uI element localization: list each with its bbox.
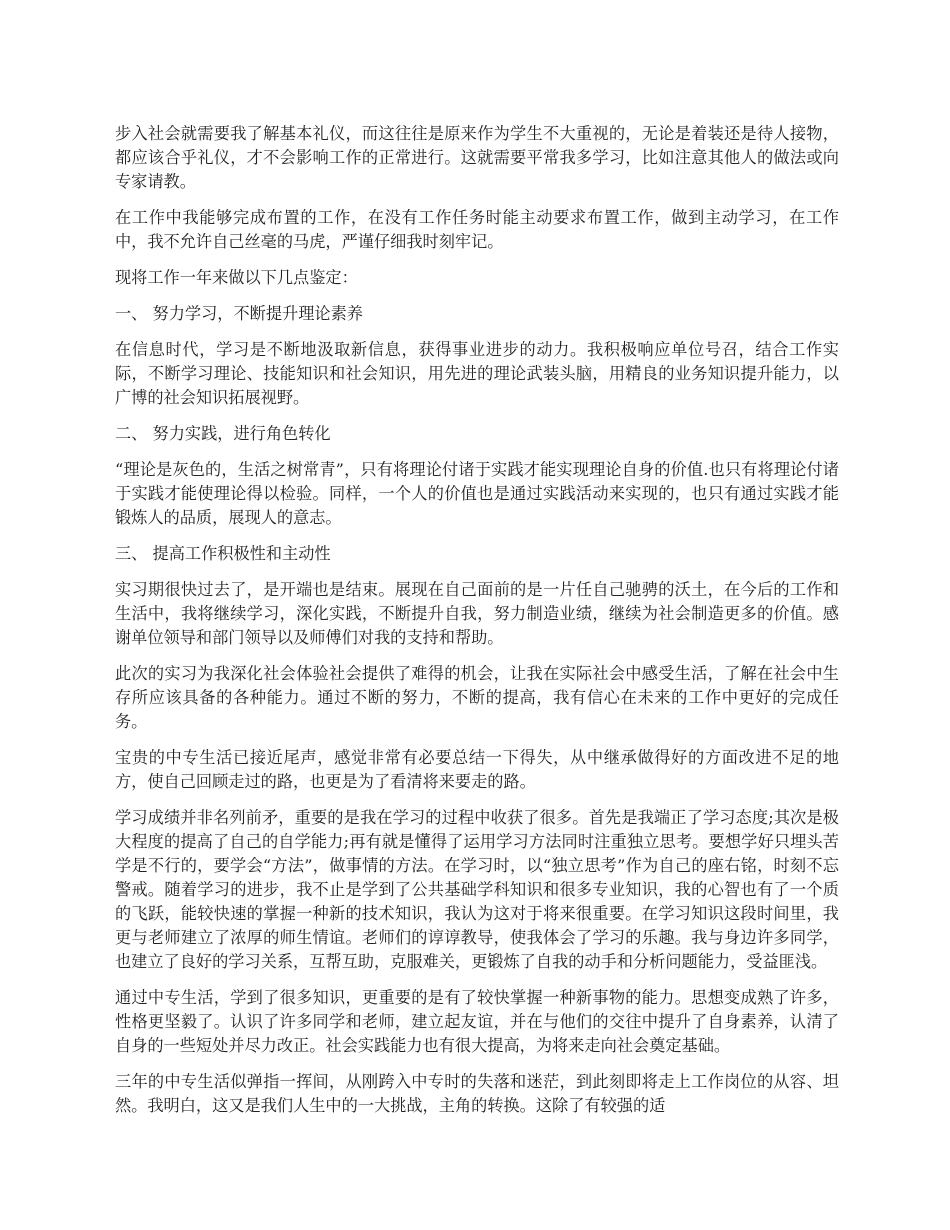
paragraph-etiquette: 步入社会就需要我了解基本礼仪，而这往往是原来作为学生不大重视的，无论是着装还是待人接物，都应该合乎礼仪，才不会影响工作的正常进行。这就需要平常我多学习，比如注意其他人的做法或向专家请教。 <box>115 124 839 191</box>
paragraph-study-results: 学习成绩并非名列前矛，重要的是我在学习的过程中收获了很多。首先是我端正了学习态度;其次是极大程度的提高了自己的自学能力;再有就是懂得了运用学习方法同时注重独立思考。要想学好只埋头苦学是不行的，要学会“方法”，做事情的方法。在学习时，以“独立思考”作为自己的座右铭，时刻不忘警戒。随着学习的进步，我不止是学到了公共基础学科知识和很多专业知识，我的心智也有了一个质的飞跃，能较快速的掌握一种新的技术知识，我认为这对于将来很重要。在学习知识这段时间里，我更与老师建立了浓厚的师生情谊。老师们的谆谆教导，使我体会了学习的乐趣。我与身边许多同学，也建立了良好的学习关系，互帮互助，克服难关，更锻炼了自我的动手和分析问题能力，受益匪浅。 <box>115 808 839 971</box>
section-heading-2: 二、 努力实践，进行角色转化 <box>115 424 331 443</box>
paragraph-experience: 此次的实习为我深化社会体验社会提供了难得的机会，让我在实际社会中感受生活，了解在社会中生存所应该具备的各种能力。通过不断的努力，不断的提高，我有信心在未来的工作中更好的完成任务。 <box>115 664 839 731</box>
section-heading-1: 一、 努力学习，不断提升理论素养 <box>115 304 363 323</box>
paragraph-learning: 在信息时代，学习是不断地汲取新信息，获得事业进步的动力。我积极响应单位号召，结合工作实际，不断学习理论、技能知识和社会知识，用先进的理论武装头脑，用精良的业务知识提升能力，以广博的社会知识拓展视野。 <box>115 340 839 407</box>
paragraph-three-years: 三年的中专生活似弹指一挥间，从刚跨入中专时的失落和迷茫，到此刻即将走上工作岗位的从容、坦然。我明白，这又是我们人生中的一大挑战，主角的转换。这除了有较强的适 <box>115 1072 839 1115</box>
paragraph-internship: 实习期很快过去了，是开端也是结束。展现在自己面前的是一片任自己驰骋的沃土，在今后的工作和生活中，我将继续学习，深化实践，不断提升自我，努力制造业绩，继续为社会制造更多的价值。感谢单位领导和部门领导以及师傅们对我的支持和帮助。 <box>115 580 839 647</box>
paragraph-summary-intro: 现将工作一年来做以下几点鉴定： <box>115 268 358 287</box>
paragraph-practice: “理论是灰色的，生活之树常青”，只有将理论付诸于实践才能实现理论自身的价值.也只有将理论付诸于实践才能使理论得以检验。同样，一个人的价值也是通过实践活动来实现的，也只有通过实践才能锻炼人的品质，展现人的意志。 <box>115 460 839 527</box>
paragraph-growth: 通过中专生活，学到了很多知识，更重要的是有了较快掌握一种新事物的能力。思想变成熟了许多，性格更坚毅了。认识了许多同学和老师，建立起友谊，并在与他们的交往中提升了自身素养，认清了自身的一些短处并尽力改正。社会实践能力也有很大提高，为将来走向社会奠定基础。 <box>115 988 839 1055</box>
paragraph-work-initiative: 在工作中我能够完成布置的工作，在没有工作任务时能主动要求布置工作，做到主动学习，在工作中，我不允许自己丝毫的马虎，严谨仔细我时刻牢记。 <box>115 208 839 251</box>
document-body <box>115 122 839 1130</box>
paragraph-school-life: 宝贵的中专生活已接近尾声，感觉非常有必要总结一下得失，从中继承做得好的方面改进不足的地方，使自己回顾走过的路，也更是为了看清将来要走的路。 <box>115 748 839 791</box>
section-heading-3: 三、 提高工作积极性和主动性 <box>115 544 331 563</box>
